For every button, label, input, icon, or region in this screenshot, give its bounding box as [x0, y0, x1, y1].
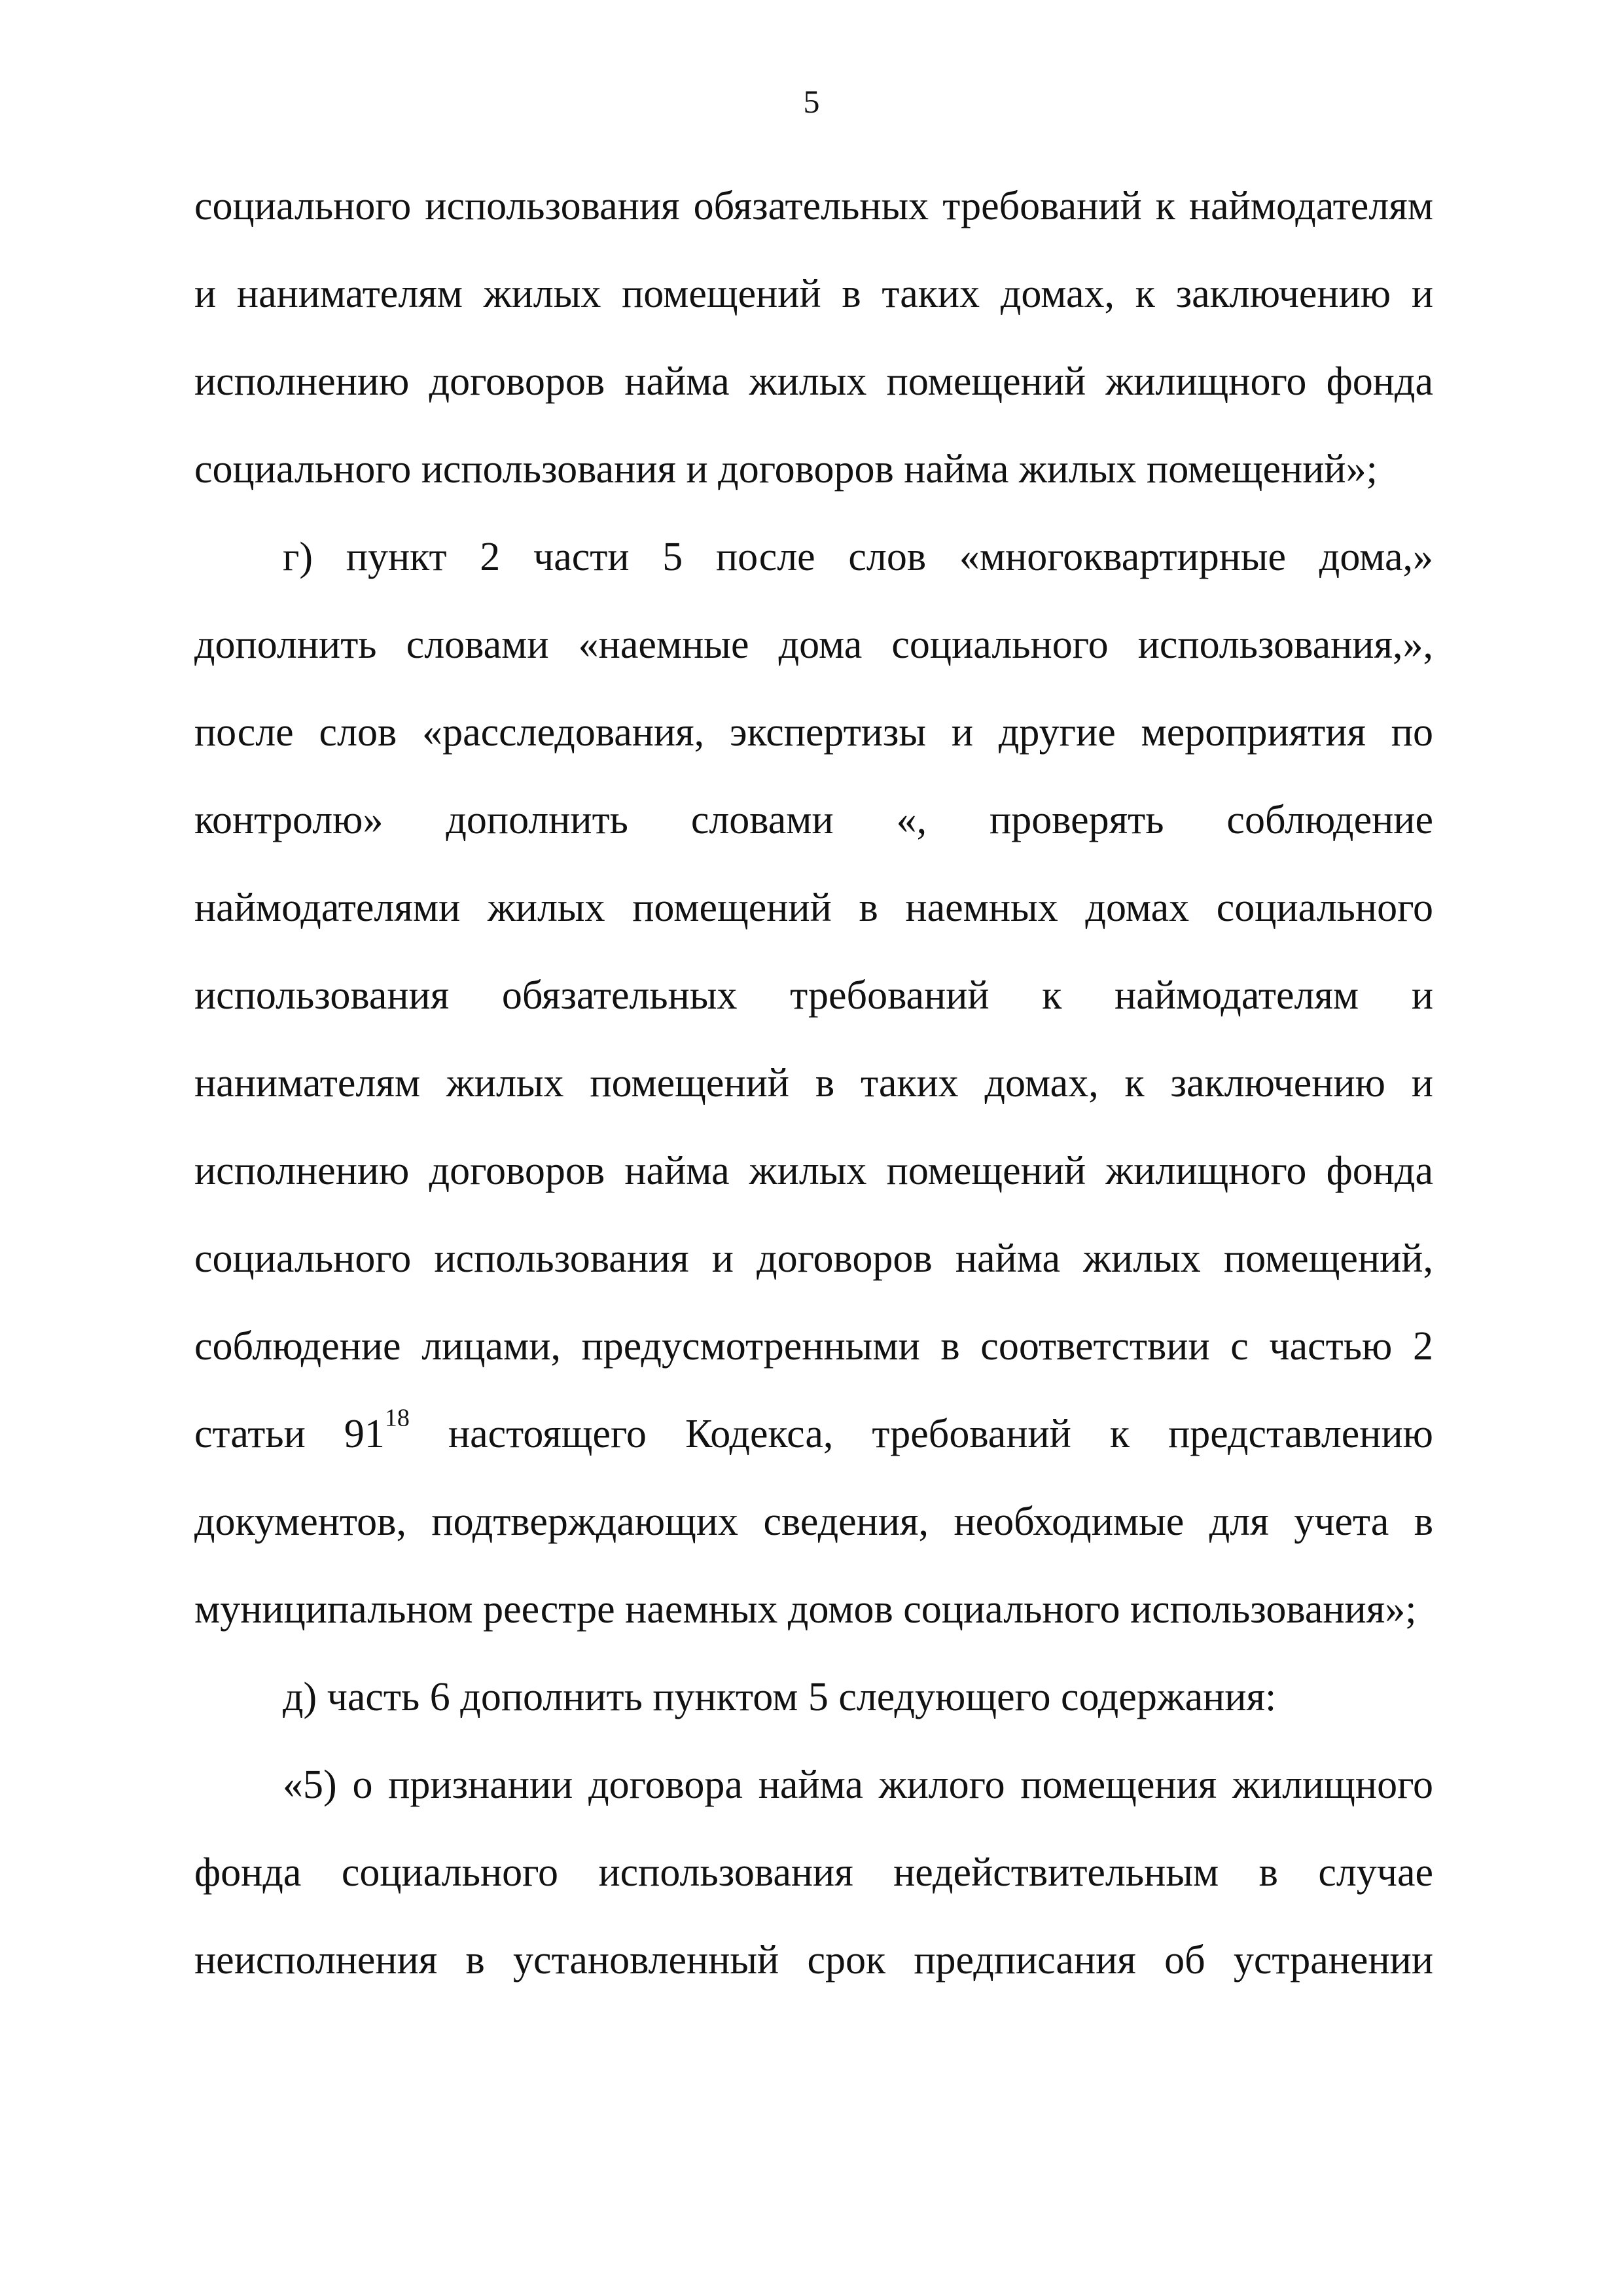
paragraph-point-5: «5) о признании договора найма жилого помещения жилищного фонда социального использования недействительным в случае неисполнения в установленный срок предписания об устранении: [194, 1763, 1433, 1982]
paragraph-item-g-text-after: настоящего Кодекса, требований к представлению документов, подтверждающих сведения, необходимые для учета в муниципальном реестре наемных домов социального использования»;: [194, 1412, 1433, 1632]
document-body: [194, 162, 1433, 2004]
paragraph-continuation: социального использования обязательных требований к наймодателям и нанимателям жилых помещений в таких домах, к заключению и исполнению договоров найма жилых помещений жилищного фонда социального использования и договоров найма жилых помещений»;: [194, 184, 1433, 492]
paragraph-item-d: д) часть 6 дополнить пунктом 5 следующего содержания:: [283, 1675, 1277, 1719]
paragraph-item-g-text: г) пункт 2 части 5 после слов «многоквартирные дома,» дополнить словами «наемные дома социального использования,», после слов «расследования, экспертизы и другие мероприятия по контролю» дополнить словами «, проверять соблюдение наймодателями жилых помещений в наемных домах социального использования обязательных требований к наймодателям и нанимателям жилых помещений в таких домах, к заключению и исполнению договоров найма жилых помещений жилищного фонда социального использования и договоров найма жилых помещений, соблюдение лицами, предусмотренными в соответствии с частью 2 статьи 91: [194, 535, 1433, 1456]
page-number: 5: [803, 83, 820, 120]
paragraph-item-g: [194, 513, 1433, 1653]
article-superscript: 18: [384, 1404, 410, 1432]
